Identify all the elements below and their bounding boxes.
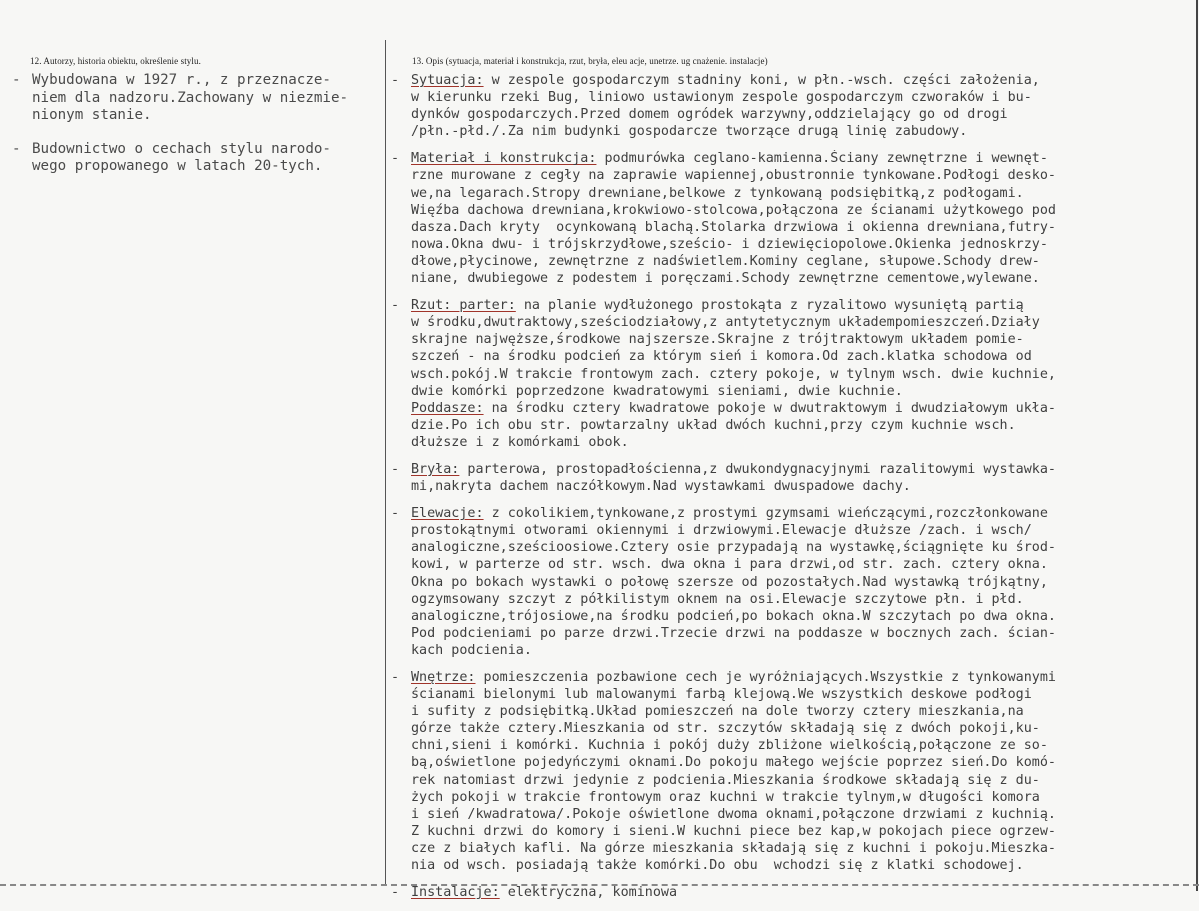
text-line: i sufity z podsiębitką.Układ pomieszczeń na dole tworzy cztery mieszkania,na — [411, 704, 1024, 720]
text-line: ogzymsowany szczyt z półkilistym oknem na osi.Elewacje szczytowe płn. i płd. — [411, 591, 1024, 607]
text-line: analogiczne,trójosiowe,na środku podcień,po bokach okna.W szczytach po dwa okna. — [411, 608, 1056, 624]
text-line: na środku cztery kwadratowe pokoje w dwutraktowym i dwudziałowym ukła- — [483, 400, 1056, 416]
text-line: dzie.Po ich obu str. powtarzalny układ dwóch kuchni,przy czym kuchnie wsch. — [411, 417, 1016, 433]
text-line: Okna po bokach wystawki o połowę szersze od pozostałych.Nad wystawką trójkątny, — [411, 574, 1048, 590]
text-line: rek natomiast drzwi jedynie z podcienia.Mieszkania środkowe składają się z du- — [411, 772, 1040, 788]
list-dash: - — [391, 670, 400, 685]
text-line: szczeń - na środku podcień za którym sień i komora.Od zach.klatka schodowa od — [411, 349, 1032, 365]
section-material — [391, 150, 1199, 287]
section-label: Wnętrze: — [411, 670, 476, 685]
column-divider — [385, 40, 386, 885]
text-line: Pod podcieniami po parze drzwi.Trzecie drzwi na poddasze w bocznych zach. ścian- — [411, 625, 1056, 641]
section-label: Instalacje: — [411, 885, 500, 901]
text-line: Więźba dachowa drewniana,krokwiowo-stolcowa,połączona ze ścianami użytkowego pod — [411, 202, 1056, 218]
text-line: dwie komórki poprzedzone kwadratowymi sieniami, dwie kuchnie. — [411, 383, 903, 399]
text-line: chni,sieni i komórki. Kuchnia i pokój duży zbliżone wielkością,połączone ze so- — [411, 738, 1048, 754]
list-dash: - — [12, 72, 21, 88]
text-line: kowi, w parterze od str. wsch. dwa okna i para drzwi,od str. zach. cztery okna. — [411, 557, 1048, 573]
text-line: dynków gospodarczych.Przed domem ogródek warzywny,oddzielający go od drogi — [411, 107, 1008, 123]
text-line: kach podcienia. — [411, 642, 532, 658]
section-label: Rzut: parter: — [411, 298, 516, 314]
text-line: i sień /kwadratowa/.Pokoje oświetlone dwoma oknami,połączone drzwiami z kuchnią. — [411, 806, 1056, 822]
text-line: we,na legarach.Stropy drewniane,belkowe z tynkowaną podsiębitką,z podłogami. — [411, 185, 1024, 201]
text-line: Wybudowana w 1927 r., z przeznacze- — [32, 72, 331, 88]
text-line: na planie wydłużonego prostokąta z ryzalitowo wysuniętą partią — [515, 298, 1024, 314]
text-line: prostokątnymi otworami okiennymi i drzwiowymi.Elewacje dłuższe /zach. i wsch/ — [411, 523, 1032, 539]
text-line: dłuższe i z komórkami obok. — [411, 434, 629, 450]
text-line: wego propowanego w latach 20-tych. — [32, 158, 323, 174]
text-line: analogiczne,sześcioosiowe.Cztery osie przypadają na wystawkę,ściągnięte ku środ- — [411, 540, 1056, 556]
list-dash: - — [391, 73, 400, 88]
text-line: z cokolikiem,tynkowane,z prostymi gzymsami wieńczącymi,rozczłonkowane — [483, 506, 1048, 522]
left-column — [12, 72, 382, 192]
text-line: nowa.Okna dwu- i trójskrzydłowe,sześcio- i dziewięciopolowe.Okienka jednoskrzy- — [411, 236, 1048, 252]
text-line: nia od wsch. posiadają także komórki.Do obu wchodzi się z klatki schodowej. — [411, 858, 1024, 874]
section-label: Sytuacja: — [411, 73, 484, 88]
text-line: żych pokoji w trakcie frontowym oraz kuchni w trakcie tylnym,w długości komora — [411, 789, 1040, 805]
history-item — [12, 72, 382, 125]
text-line: dasza.Dach kryty ocynkowaną blachą.Stolarka drzwiowa i okienna drewniana,futry- — [411, 219, 1056, 235]
text-line: elektryczna, kominowa — [499, 885, 678, 901]
text-line: rzne murowane z cegły na zaprawie wapiennej,obustronnie tynkowane.Podłogi desko- — [411, 168, 1056, 184]
section-label: Bryła: — [411, 461, 460, 477]
text-line: parterowa, prostopadłościenna,z dwukondygnacyjnymi razalitowymi wystawka- — [459, 461, 1056, 477]
section-instalacje — [391, 884, 1199, 901]
section-label: Materiał i konstrukcja: — [411, 151, 597, 167]
text-line: pomieszczenia pozbawione cech je wyróżniających.Wszystkie z tynkowanymi — [475, 670, 1056, 685]
right-column-heading: 13. Opis (sytuacja, materiał i konstrukcja, rzut, bryła, eleu acje, unetrze. ug cnażenie. instalacje) — [412, 56, 768, 66]
text-line: Budownictwo o cechach stylu narodo- — [32, 140, 331, 157]
text-line: nionym stanie. — [32, 107, 152, 123]
section-elewacje — [391, 505, 1199, 659]
text-line: ścianami bielonymi lub malowanymi farbą klejową.We wszystkich deskowe podłogi — [411, 687, 1032, 703]
text-line: cze z białych kafli. Na górze mieszkania składają się z kuchni i pokoju.Mieszka- — [411, 840, 1056, 856]
text-line: Z kuchni drzwi do komory i sieni.W kuchni piece bez kap,w pokojach piece ogrzew- — [411, 823, 1056, 839]
list-dash: - — [12, 140, 21, 157]
text-line: niane, dwubiegowe z podestem i poręczami.Schody zewnętrzne cementowe,wylewane. — [411, 271, 1040, 287]
text-line: górze także cztery.Mieszkania od str. szczytów składają się z dwóch pokoji,ku- — [411, 721, 1040, 737]
text-line: w kierunku rzeki Bug, liniowo ustawionym zespole gospodarczym czworaków i bu- — [411, 90, 1032, 106]
text-line: w środku,dwutraktowy,sześciodziałowy,z antytetycznym układempomieszczeń.Działy — [411, 315, 1040, 331]
list-dash: - — [391, 151, 400, 167]
text-line: niem dla nadzoru.Zachowany w niezmie- — [32, 89, 349, 106]
section-rzut — [391, 297, 1199, 451]
subsection-label: Poddasze: — [411, 400, 484, 416]
left-column-heading: 12. Autorzy, historia obiektu, określenie stylu. — [30, 56, 201, 66]
section-sytuacja — [391, 72, 1199, 140]
list-dash: - — [391, 298, 400, 314]
text-line: mi,nakryta dachem naczółkowym.Nad wystawkami dwuspadowe dachy. — [411, 479, 911, 495]
text-line: podmurówka ceglano-kamienna.Ściany zewnętrzne i wewnęt- — [596, 151, 1048, 167]
text-line: dłowe,płycinowe, zewnętrzne z nadświetlem.Kominy ceglane, słupowe.Schody drew- — [411, 253, 1040, 269]
section-label: Elewacje: — [411, 506, 484, 522]
style-item — [12, 141, 382, 176]
list-dash: - — [391, 506, 400, 522]
section-wnetrze — [391, 669, 1199, 874]
list-dash: - — [391, 461, 400, 477]
list-dash: - — [391, 885, 400, 901]
text-line: w zespole gospodarczym stadniny koni, w płn.-wsch. części założenia, — [483, 73, 1040, 88]
text-line: wsch.pokój.W trakcie frontowym zach. cztery pokoje, w tylnym wsch. dwie kuchnie, — [411, 366, 1056, 382]
text-line: /płn.-płd./.Za nim budynki gospodarcze tworzące drugą linię zabudowy. — [411, 124, 968, 140]
text-line: skrajne najwęższe,środkowe najszersze.Skrajne z trójtraktowym układem pomie- — [411, 332, 1024, 348]
section-bryla — [391, 461, 1199, 495]
text-line: bą,oświetlone pojedyńczymi oknami.Do pokoju małego wejście poprzez sień.Do komó- — [411, 755, 1056, 771]
right-column — [391, 72, 1199, 911]
